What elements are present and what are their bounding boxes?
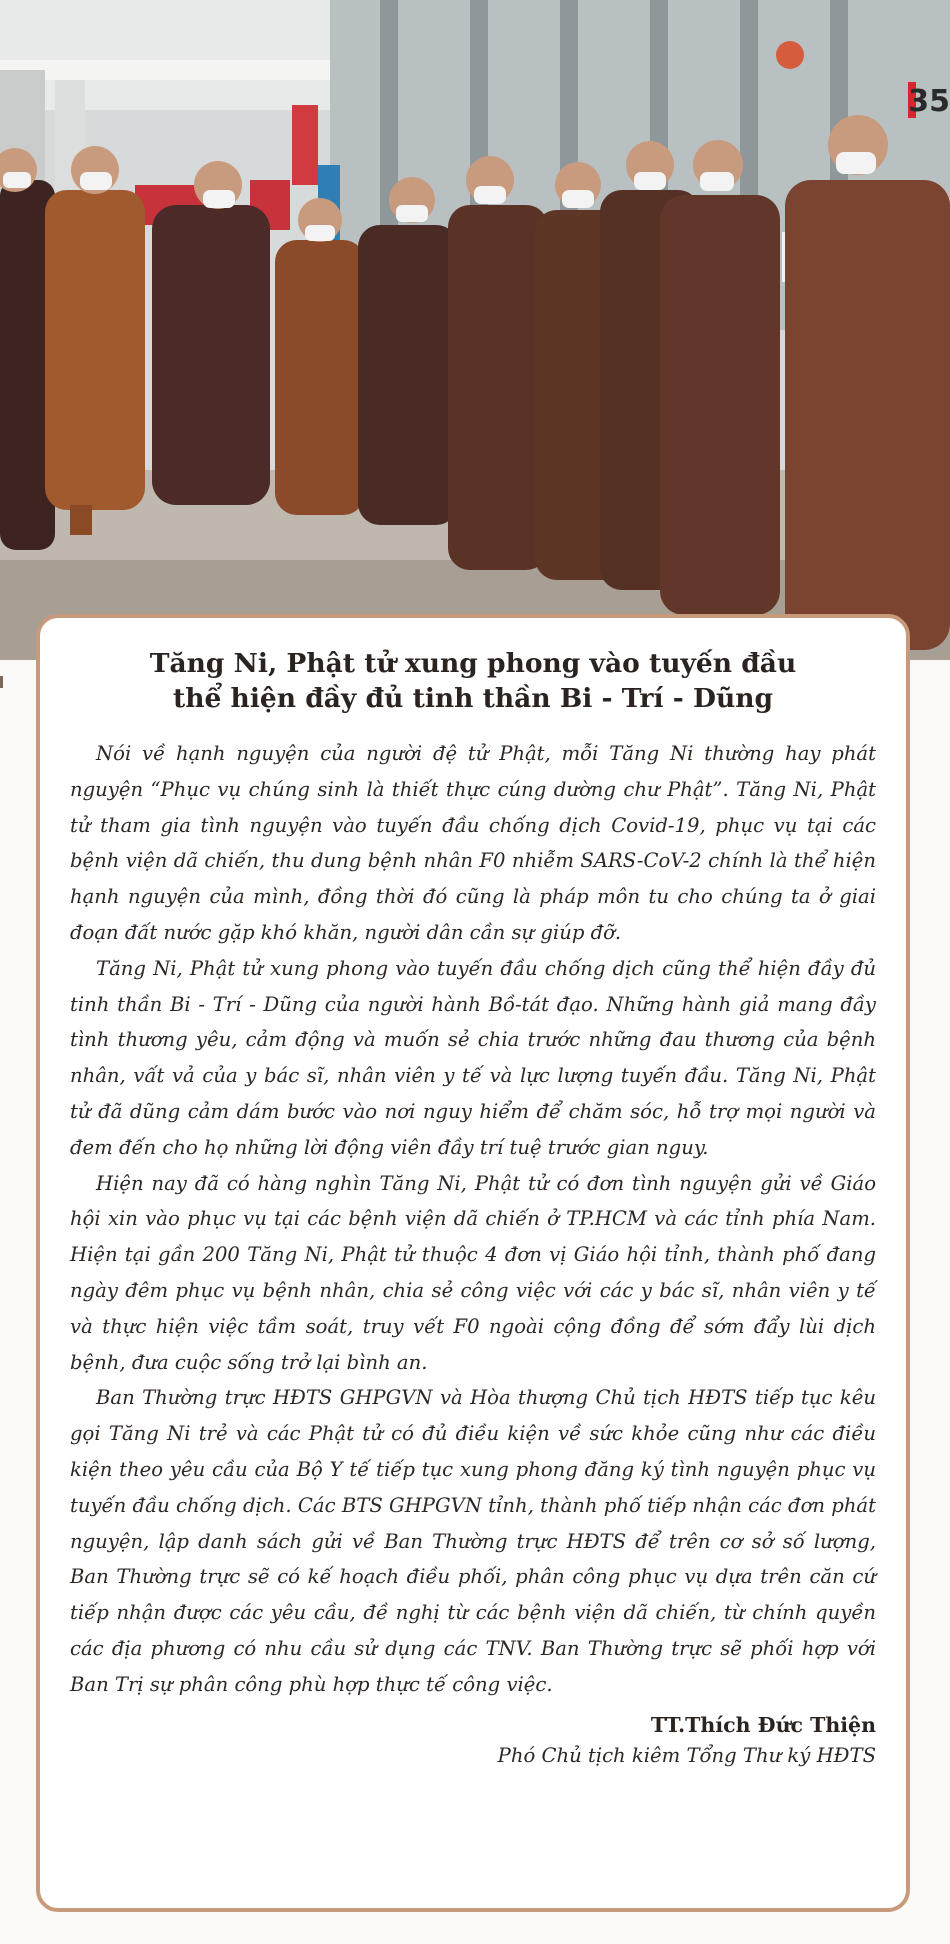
signature-role: Phó Chủ tịch kiêm Tổng Thư ký HĐTS (497, 1743, 876, 1767)
paragraph-1: Nói về hạnh nguyện của người đệ tử Phật, mỗi Tăng Ni thường hay phát nguyện “Phục vụ chúng sinh là thiết thực cúng dường chư Phật”. Tăng Ni, Phật tử tham gia tình nguyện vào tuyến đầu chống dịch Covid-19, phục vụ tại các bệnh viện dã chiến, thu dung bệnh nhân F0 nhiễm SARS-CoV-2 chính là thể hiện hạnh nguyện của mình, đồng thời đó cũng là pháp môn tu cho chúng ta ở giai đoạn đất nước gặp khó khăn, người dân cần sự giúp đỡ. (70, 742, 876, 944)
paragraph-2: Tăng Ni, Phật tử xung phong vào tuyến đầu chống dịch cũng thể hiện đầy đủ tinh thần Bi - Trí - Dũng của người hành Bồ-tát đạo. Những hành giả mang đầy tình thương yêu, cảm động và muốn sẻ chia trước những đau thương của bệnh nhân, vất vả của y bác sĩ, nhân viên y tế và lực lượng tuyến đầu. Tăng Ni, Phật tử đã dũng cảm dám bước vào nơi nguy hiểm để chăm sóc, hỗ trợ mọi người và đem đến cho họ những lời động viên đầy trí tuệ trước gian nguy. (70, 956, 876, 1159)
figure-6 (448, 156, 548, 570)
signature-block (70, 1709, 876, 1771)
monks-illustration (0, 0, 950, 660)
signature-name: TT.Thích Đức Thiện (650, 1712, 876, 1737)
figure-4 (275, 198, 365, 515)
figure-3 (152, 161, 270, 505)
paragraph-4: Ban Thường trực HĐTS GHPGVN và Hòa thượng Chủ tịch HĐTS tiếp tục kêu gọi Tăng Ni trẻ và các Phật tử có đủ điều kiện về sức khỏe cũng như các điều kiện theo yêu cầu của Bộ Y tế tiếp tục xung phong đăng ký tình nguyện phục vụ tuyến đầu chống dịch. Các BTS GHPGVN tỉnh, thành phố tiếp nhận các đơn phát nguyện, lập danh sách gửi về Ban Thường trực HĐTS để trên cơ sở số lượng, Ban Thường trực sẽ có kế hoạch điều phối, phân công phục vụ dựa trên căn cứ tiếp nhận được các yêu cầu, đề nghị từ các bệnh viện dã chiến, từ chính quyền các địa phương có nhu cầu sử dụng các TNV. Ban Thường trực sẽ phối hợp với Ban Trị sự phân công phù hợp thực tế công việc. (70, 1386, 876, 1696)
page-number: 35 (908, 84, 950, 119)
paragraph-3: Hiện nay đã có hàng nghìn Tăng Ni, Phật tử có đơn tình nguyện gửi về Giáo hội xin vào phục vụ tại các bệnh viện dã chiến ở TP.HCM và các tỉnh phía Nam. Hiện tại gần 200 Tăng Ni, Phật tử thuộc 4 đơn vị Giáo hội tỉnh, thành phố đang ngày đêm phục vụ bệnh nhân, chia sẻ công việc với các y bác sĩ, nhân viên y tế và thực hiện việc tầm soát, truy vết F0 ngoài cộng đồng để sớm đẩy lùi dịch bệnh, đưa cuộc sống trở lại bình an. (70, 1171, 876, 1374)
figure-9 (660, 140, 780, 615)
article-card (36, 614, 910, 1912)
figure-5 (358, 177, 458, 525)
figure-10 (785, 115, 950, 650)
article-body (70, 736, 876, 1703)
title-line-1: Tăng Ni, Phật tử xung phong vào tuyến đầu (149, 648, 797, 679)
title-line-2: thể hiện đầy đủ tinh thần Bi - Trí - Dũng (172, 683, 774, 714)
monks-photo (0, 0, 950, 660)
edge-mark (0, 676, 3, 688)
article-title (70, 646, 876, 716)
figure-2 (45, 146, 145, 535)
